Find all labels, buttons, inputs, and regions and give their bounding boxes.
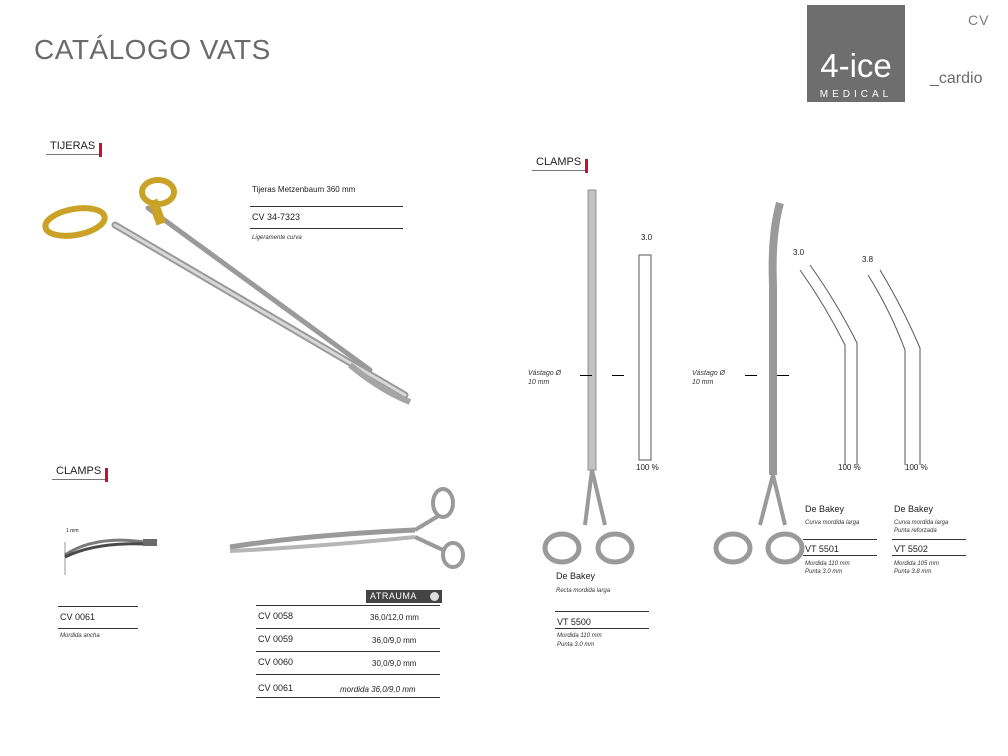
section-label-clamps-right: CLAMPS [532, 156, 585, 171]
debakey-curved-clamp-image [705, 195, 805, 575]
product-c-desc: Punta reforzada [894, 528, 937, 534]
atrauma-badge [366, 590, 442, 603]
small-clamp-image [55, 530, 165, 580]
clamp-row-code: CV 0059 [258, 634, 294, 644]
section-label-clamps-left: CLAMPS [52, 465, 105, 480]
divider [256, 697, 440, 698]
divider [803, 539, 877, 540]
brand-suffix: _cardio [930, 70, 983, 87]
divider [250, 228, 403, 229]
tijeras-name: Tijeras Metzenbaum 360 mm [252, 185, 356, 194]
clamp-row-size: mordida 36,0/9,0 mm [340, 685, 416, 694]
clamp-row-size: 36,0/9,0 mm [372, 636, 417, 645]
product-a-spec: Punta 3.0 mm [557, 642, 595, 648]
divider [803, 555, 877, 556]
shaft-label: Vástago Ø [528, 370, 562, 377]
clamp-row-code: CV 0060 [258, 657, 294, 667]
clamp-row-size: 30,0/9,0 mm [372, 659, 417, 668]
divider [892, 539, 966, 540]
tijeras-code: CV 34-7323 [252, 212, 301, 222]
shaft-label: 10 mm [692, 379, 714, 386]
divider [555, 611, 649, 612]
divider [555, 628, 649, 629]
product-b-code: VT 5501 [805, 544, 839, 554]
scale-label: 100 % [838, 463, 861, 472]
tijeras-note: Ligeramente curva [252, 235, 302, 241]
clamp-row-size: 36,0/12,0 mm [370, 613, 419, 622]
atraumatic-clamp-image [225, 485, 475, 585]
product-b-spec: Mordida 110 mm [805, 561, 850, 567]
product-c-name: De Bakey [894, 504, 934, 514]
product-a-name: De Bakey [556, 571, 596, 581]
product-a-code: VT 5500 [557, 617, 591, 627]
arrow-left-icon [777, 375, 789, 376]
logo-main-text: 4-ice [820, 47, 892, 84]
divider [256, 628, 440, 629]
clamp-row-code: CV 0061 [258, 683, 294, 693]
page-title: CATÁLOGO VATS [34, 34, 271, 65]
small-clamp-note: Mordida ancha [60, 633, 100, 639]
divider [892, 555, 966, 556]
debakey-straight-clamp-image [540, 185, 640, 585]
product-b-spec: Punta 3.0 mm [805, 569, 843, 575]
divider [256, 605, 440, 606]
product-b-desc: Curva mordida larga [805, 520, 860, 526]
atrauma-icon [430, 592, 439, 601]
logo-sub-text: MEDICAL [819, 89, 893, 100]
curved-jaw-detail-c [865, 270, 935, 470]
straight-jaw-detail [636, 255, 656, 465]
product-c-spec: Mordida 105 mm [894, 561, 940, 567]
atrauma-label: ATRAUMA [370, 591, 417, 601]
product-c-desc: Curva mordida larga [894, 520, 949, 526]
tip-dimension: 3.8 [862, 255, 874, 264]
arrow-left-icon [612, 375, 624, 376]
product-a-desc: Recta mordida larga [556, 588, 611, 594]
scale-label: 100 % [905, 463, 928, 472]
divider [58, 628, 138, 629]
small-clamp-code: CV 0061 [60, 612, 96, 622]
shaft-label: Vástago Ø [692, 370, 726, 377]
tip-dimension: 3.0 [641, 233, 653, 242]
scale-label: 100 % [636, 463, 659, 472]
tip-dimension: 3.0 [793, 248, 805, 257]
product-c-code: VT 5502 [894, 544, 928, 554]
section-label-tijeras: TIJERAS [46, 140, 99, 155]
arrow-right-icon [745, 375, 757, 376]
curved-jaw-detail-b [795, 265, 865, 465]
divider [256, 651, 440, 652]
clamp-row-code: CV 0058 [258, 611, 294, 621]
brand-logo [807, 5, 905, 102]
divider [256, 674, 440, 675]
small-clamp-dimension: 1 mm [66, 528, 79, 534]
cv-tag: CV [968, 12, 990, 28]
arrow-right-icon [580, 375, 592, 376]
divider [250, 206, 403, 207]
product-c-spec: Punta 3.8 mm [894, 569, 932, 575]
product-b-name: De Bakey [805, 504, 845, 514]
divider [58, 606, 138, 607]
product-a-spec: Mordida 110 mm [557, 633, 602, 639]
shaft-label: 10 mm [528, 379, 550, 386]
